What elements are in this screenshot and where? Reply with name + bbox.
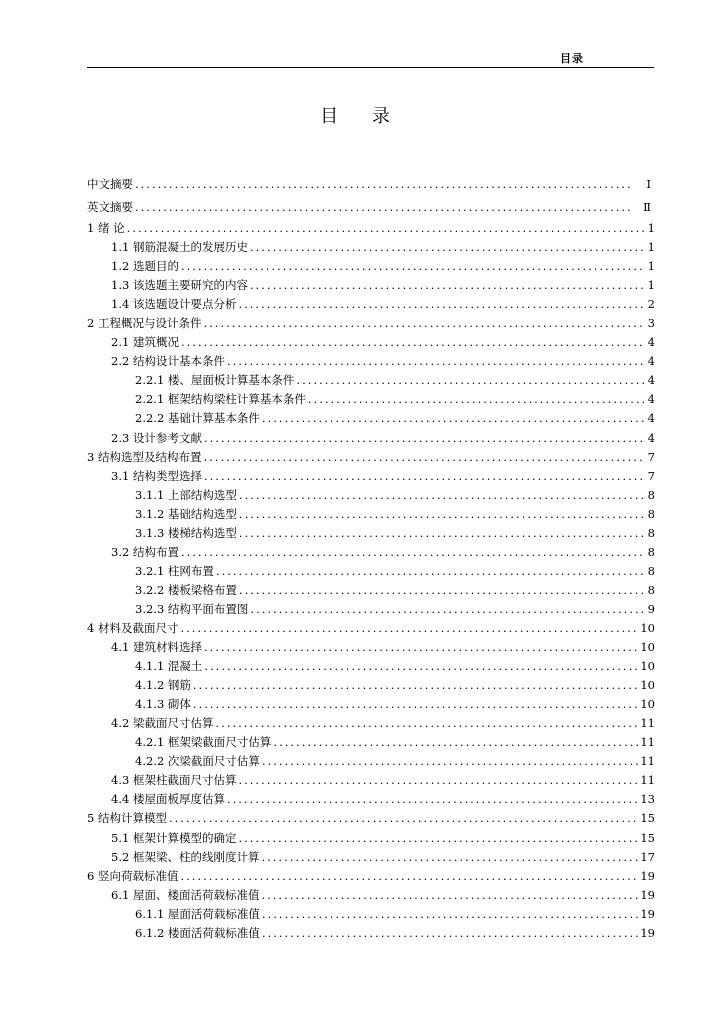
toc-entry[interactable] — [87, 238, 655, 257]
toc-entry-label: 3.2.3 结构平面布置图 — [135, 601, 249, 616]
toc-entry-page-number: 8 — [647, 544, 655, 559]
toc-entry-page-number: 11 — [640, 754, 655, 769]
toc-dot-leader — [308, 390, 645, 409]
toc-entry[interactable] — [87, 333, 655, 352]
toc-dot-leader — [215, 714, 638, 733]
toc-dot-leader — [216, 562, 645, 581]
toc-entry[interactable] — [87, 790, 655, 809]
toc-entry[interactable] — [87, 524, 655, 543]
table-of-contents — [87, 173, 655, 943]
toc-entry[interactable] — [87, 924, 655, 943]
toc-entry-label: 2.2 结构设计基本条件 — [111, 354, 225, 369]
toc-entry-label: 3.1.1 上部结构选型 — [135, 487, 237, 502]
toc-entry[interactable] — [87, 276, 655, 295]
toc-entry-page-number: 8 — [647, 487, 655, 502]
toc-entry-page-number: 2 — [647, 297, 655, 312]
toc-dot-leader — [239, 524, 645, 543]
toc-dot-leader — [262, 752, 638, 771]
toc-entry-label: 4.1.2 钢筋 — [135, 678, 191, 693]
toc-entry[interactable] — [87, 733, 655, 752]
toc-entry-label: 4.1.1 混凝土 — [135, 659, 203, 674]
toc-entry-label: 1.1 钢筋混凝土的发展历史 — [111, 240, 248, 255]
toc-entry-label: 3.1 结构类型选择 — [111, 468, 202, 483]
toc-entry-page-number: 4 — [647, 411, 655, 426]
toc-entry-page-number: 4 — [647, 373, 655, 388]
toc-entry[interactable] — [87, 600, 655, 619]
toc-entry-label: 6 竖向荷载标准值 — [87, 868, 179, 883]
toc-entry-label: 3.2.2 楼板梁格布置 — [135, 582, 237, 597]
toc-entry[interactable] — [87, 505, 655, 524]
toc-entry-page-number: 11 — [640, 716, 655, 731]
toc-entry[interactable] — [87, 352, 655, 371]
running-header: 目录 — [560, 52, 584, 65]
toc-dot-leader — [181, 333, 645, 352]
toc-entry-label: 4.1 建筑材料选择 — [111, 640, 202, 655]
toc-entry[interactable] — [87, 173, 655, 196]
toc-dot-leader — [239, 505, 645, 524]
toc-entry-label: 3.1.3 楼梯结构选型 — [135, 525, 237, 540]
toc-entry[interactable] — [87, 314, 655, 333]
toc-entry[interactable] — [87, 196, 655, 219]
toc-entry-page-number: 8 — [647, 563, 655, 578]
toc-dot-leader — [127, 219, 645, 238]
toc-entry-label: 3.2 结构布置 — [111, 544, 179, 559]
toc-entry-page-number: 3 — [647, 316, 655, 331]
toc-entry[interactable] — [87, 752, 655, 771]
toc-entry[interactable] — [87, 809, 655, 828]
page-title: 目 录 — [320, 106, 404, 127]
toc-entry[interactable] — [87, 467, 655, 486]
toc-entry[interactable] — [87, 829, 655, 848]
toc-entry[interactable] — [87, 638, 655, 657]
toc-entry[interactable] — [87, 429, 655, 448]
toc-entry-page-number: 1 — [647, 259, 655, 274]
toc-entry[interactable] — [87, 448, 655, 467]
toc-entry-label: 2.2.1 楼、屋面板计算基本条件 — [135, 373, 295, 388]
toc-entry[interactable] — [87, 619, 655, 638]
toc-dot-leader — [169, 809, 638, 828]
toc-entry-label: 2.2.2 基础计算基本条件 — [135, 411, 260, 426]
toc-entry-page-number: 1 — [647, 278, 655, 293]
toc-dot-leader — [227, 790, 638, 809]
toc-dot-leader — [250, 276, 645, 295]
toc-entry-page-number: 11 — [640, 773, 655, 788]
toc-dot-leader — [204, 657, 638, 676]
toc-entry[interactable] — [87, 219, 655, 238]
toc-dot-leader — [180, 867, 638, 886]
toc-entry-label: 3 结构选型及结构布置 — [87, 449, 202, 464]
toc-entry-label: 6.1.2 楼面活荷载标准值 — [135, 925, 260, 940]
toc-entry-label: 英文摘要 — [87, 200, 133, 214]
header-rule — [87, 67, 654, 68]
toc-entry-label: 4.2.1 框架梁截面尺寸估算 — [135, 735, 272, 750]
toc-entry-label: 5.2 框架梁、柱的线刚度计算 — [111, 849, 260, 864]
toc-dot-leader — [261, 848, 638, 867]
toc-entry[interactable] — [87, 543, 655, 562]
toc-entry-page-number: 8 — [647, 506, 655, 521]
toc-dot-leader — [261, 886, 638, 905]
toc-entry-page-number: Ⅱ — [643, 200, 651, 214]
toc-entry-label: 4.2 梁截面尺寸估算 — [111, 716, 214, 731]
toc-entry-page-number: Ⅰ — [646, 177, 651, 191]
toc-dot-leader — [262, 924, 638, 943]
toc-entry-page-number: 11 — [640, 735, 655, 750]
toc-entry-page-number: 9 — [647, 601, 655, 616]
toc-entry-label: 1 绪 论 — [87, 221, 125, 235]
toc-entry-page-number: 10 — [640, 640, 655, 655]
toc-dot-leader — [238, 295, 645, 314]
toc-dot-leader — [193, 695, 638, 714]
toc-dot-leader — [203, 448, 645, 467]
toc-dot-leader — [239, 486, 645, 505]
toc-dot-leader — [238, 771, 638, 790]
toc-entry-label: 5 结构计算模型 — [87, 811, 167, 826]
toc-entry-page-number: 10 — [640, 678, 655, 693]
toc-entry[interactable] — [87, 390, 655, 409]
toc-entry-page-number: 4 — [647, 354, 655, 369]
toc-entry[interactable] — [87, 295, 655, 314]
toc-entry-label: 4.1.3 砌体 — [135, 697, 191, 712]
toc-dot-leader — [273, 733, 638, 752]
toc-entry[interactable] — [87, 848, 655, 867]
toc-entry-label: 中文摘要 — [87, 177, 133, 191]
toc-entry[interactable] — [87, 886, 655, 905]
toc-entry[interactable] — [87, 905, 655, 924]
toc-dot-leader — [193, 676, 638, 695]
toc-entry-label: 5.1 框架计算模型的确定 — [111, 830, 237, 845]
toc-entry[interactable] — [87, 371, 655, 390]
toc-entry[interactable] — [87, 695, 655, 714]
toc-entry-page-number: 8 — [647, 525, 655, 540]
toc-dot-leader — [181, 257, 645, 276]
toc-entry-label: 2 工程概况与设计条件 — [87, 316, 202, 331]
toc-entry-page-number: 10 — [640, 697, 655, 712]
toc-entry[interactable] — [87, 657, 655, 676]
toc-dot-leader — [250, 238, 645, 257]
toc-entry-page-number: 8 — [647, 582, 655, 597]
toc-entry-label: 1.3 该选题主要研究的内容 — [111, 278, 248, 293]
toc-entry-label: 4.2.2 次梁截面尺寸估算 — [135, 754, 260, 769]
toc-dot-leader — [204, 638, 638, 657]
toc-dot-leader — [135, 173, 631, 196]
toc-dot-leader — [250, 600, 645, 619]
toc-entry-label: 6.1.1 屋面活荷载标准值 — [135, 906, 260, 921]
toc-dot-leader — [262, 409, 645, 428]
toc-dot-leader — [262, 905, 638, 924]
toc-dot-leader — [181, 543, 645, 562]
toc-entry[interactable] — [87, 486, 655, 505]
toc-entry-label: 6.1 屋面、楼面活荷载标准值 — [111, 887, 260, 902]
toc-entry-page-number: 15 — [640, 830, 655, 845]
toc-entry-label: 1.4 该选题设计要点分析 — [111, 297, 237, 312]
toc-entry-page-number: 1 — [647, 240, 655, 255]
toc-entry[interactable] — [87, 257, 655, 276]
toc-entry-page-number: 7 — [647, 468, 655, 483]
toc-entry-page-number: 13 — [640, 792, 655, 807]
toc-dot-leader — [204, 429, 645, 448]
toc-entry-label: 3.2.1 柱网布置 — [135, 563, 214, 578]
toc-entry[interactable] — [87, 409, 655, 428]
toc-entry-page-number: 7 — [647, 449, 655, 464]
toc-entry[interactable] — [87, 581, 655, 600]
toc-entry-page-number: 15 — [640, 811, 655, 826]
toc-dot-leader — [204, 467, 645, 486]
toc-entry-page-number: 17 — [640, 849, 655, 864]
toc-dot-leader — [238, 829, 638, 848]
toc-dot-leader — [180, 619, 638, 638]
toc-entry-page-number: 1 — [647, 221, 655, 235]
toc-entry-label: 1.2 选题目的 — [111, 259, 179, 274]
toc-entry-page-number: 10 — [640, 659, 655, 674]
toc-entry[interactable] — [87, 771, 655, 790]
toc-dot-leader — [239, 581, 645, 600]
toc-entry-page-number: 19 — [640, 925, 655, 940]
toc-entry-label: 2.3 设计参考文献 — [111, 430, 202, 445]
toc-entry-page-number: 10 — [640, 620, 655, 635]
toc-entry[interactable] — [87, 676, 655, 695]
toc-entry-page-number: 4 — [647, 392, 655, 407]
toc-dot-leader — [296, 371, 645, 390]
toc-entry-page-number: 19 — [640, 906, 655, 921]
toc-entry-page-number: 19 — [640, 868, 655, 883]
toc-entry[interactable] — [87, 867, 655, 886]
toc-entry-page-number: 4 — [647, 335, 655, 350]
toc-entry-label: 4.4 楼屋面板厚度估算 — [111, 792, 225, 807]
toc-entry-label: 4.3 框架柱截面尺寸估算 — [111, 773, 237, 788]
toc-entry-label: 2.1 建筑概况 — [111, 335, 179, 350]
toc-dot-leader — [227, 352, 645, 371]
toc-entry-label: 3.1.2 基础结构选型 — [135, 506, 237, 521]
toc-entry[interactable] — [87, 714, 655, 733]
toc-entry-page-number: 4 — [647, 430, 655, 445]
toc-dot-leader — [135, 196, 631, 219]
toc-dot-leader — [203, 314, 645, 333]
toc-entry-page-number: 19 — [640, 887, 655, 902]
toc-entry-label: 2.2.1 框架结构梁柱计算基本条件 — [135, 392, 306, 407]
toc-entry[interactable] — [87, 562, 655, 581]
toc-entry-label: 4 材料及截面尺寸 — [87, 620, 179, 635]
